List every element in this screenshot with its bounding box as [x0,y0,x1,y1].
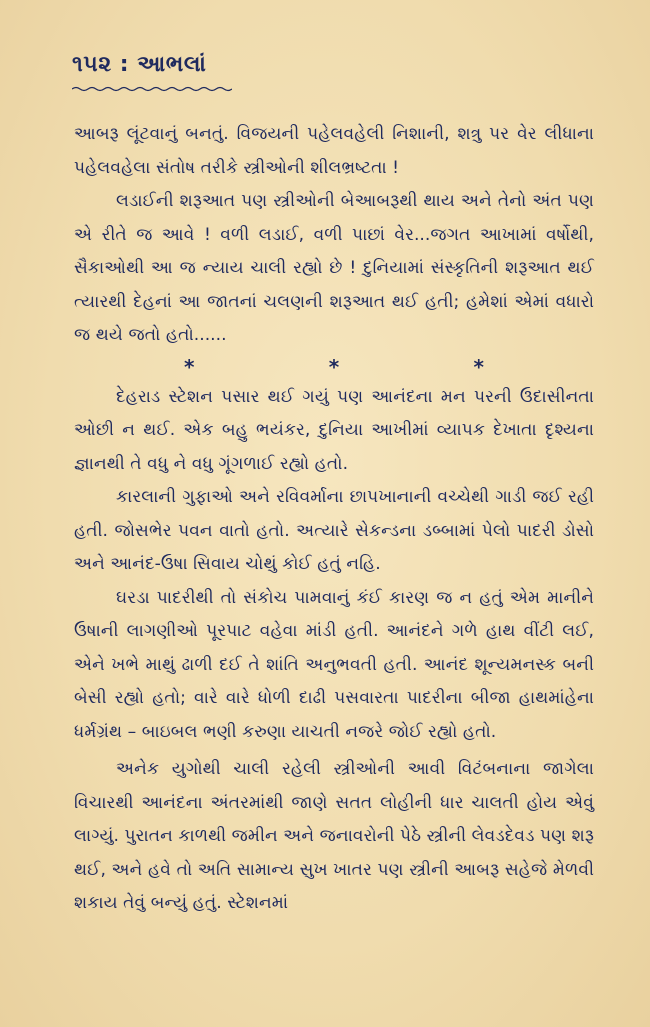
paragraph-4: કારલાની ગુફાઓ અને રવિવર્માના છાપખાનાની વચ્ચેથી ગાડી જઈ રહી હતી. જોસભેર પવન વાતો હતો. અત્યારે સેકન્ડના ડબ્બામાં પેલો પાદરી ડોસો અને આનંદ-ઉષા સિવાય ચોથું કોઈ હતું નહિ. [74,487,594,574]
paragraph-5: ઘરડા પાદરીથી તો સંકોચ પામવાનું કંઈ કારણ જ ન હતું એમ માનીને ઉષાની લાગણીઓ પૂરપાટ વહેવા માંડી હતી. આનંદને ગળે હાથ વીંટી લઈ, એને ખભે માથું ઢાળી દઈ તે શાંતિ અનુભવતી હતી. આનંદ શૂન્યમનસ્ક બની બેસી રહ્યો હતો; વારે વારે ધોળી દાઢી પસવારતા પાદરીના બીજા હાથમાંહેના ધર્મગ્રંથ – બાઇબલ ભણી કરુણા યાચતી નજરે જોઈ રહ્યો હતો. [74,587,594,742]
paragraph-1: આબરૂ લૂંટવાનું બનતું. વિજયની પહેલવહેલી નિશાની, શત્રુ પર વેર લીધાના પહેલવહેલા સંતોષ તરીકે સ્ત્રીઓની શીલભ્રષ્ટતા ! [74,124,594,178]
section-separator [184,353,484,381]
asterisk-3: * [473,354,484,379]
paragraph-2: લડાઈની શરૂઆત પણ સ્ત્રીઓની બેઆબરૂથી થાય અને તેનો અંત પણ એ રીતે જ આવે ! વળી લડાઈ, વળી પાછાં વેર...જગત આખામાં વર્ષોથી, સૈકાઓથી આ જ ન્યાય ચાલી રહ્યો છે ! દુનિયામાં સંસ્કૃતિની શરૂઆત થઈ ત્યારથી દેહનાં આ જાતનાં ચલણની શરૂઆત થઈ હતી; હમેશાં એમાં વધારો જ થયે જતો હતો...... [74,191,594,345]
paragraph-6: અનેક યુગોથી ચાલી રહેલી સ્ત્રીઓની આવી વિટંબનાના જાગેલા વિચારથી આનંદના અંતરમાંથી જાણે સતત લોહીની ધાર ચાલતી હોય એવું લાગ્યું. પુરાતન કાળથી જમીન અને જનાવરોની પેઠે સ્ત્રીની લેવડદેવડ પણ શરૂ થઈ, અને હવે તો અતિ સામાન્ય સુખ ખાતર પણ સ્ત્રીની આબરૂ સહેજે મેળવી શકાય તેવું બન્યું હતું. સ્ટેશનમાં [74,759,595,913]
wavy-underline [72,86,232,92]
asterisk-1: * [184,354,195,379]
paragraph-3: દેહરાડ સ્ટેશન પસાર થઈ ગયું પણ આનંદના મન પરની ઉદાસીનતા ઓછી ન થઈ. એક બહુ ભયંકર, દુનિયા આખીમાં વ્યાપક દેખાતા દૃશ્યના જ્ઞાનથી તે વધુ ને વધુ ગૂંગળાઈ રહ્યો હતો. [74,386,594,474]
body-text [74,118,594,921]
running-head: ૧૫૨ : આભલાં [72,52,207,77]
asterisk-2: * [328,354,340,379]
